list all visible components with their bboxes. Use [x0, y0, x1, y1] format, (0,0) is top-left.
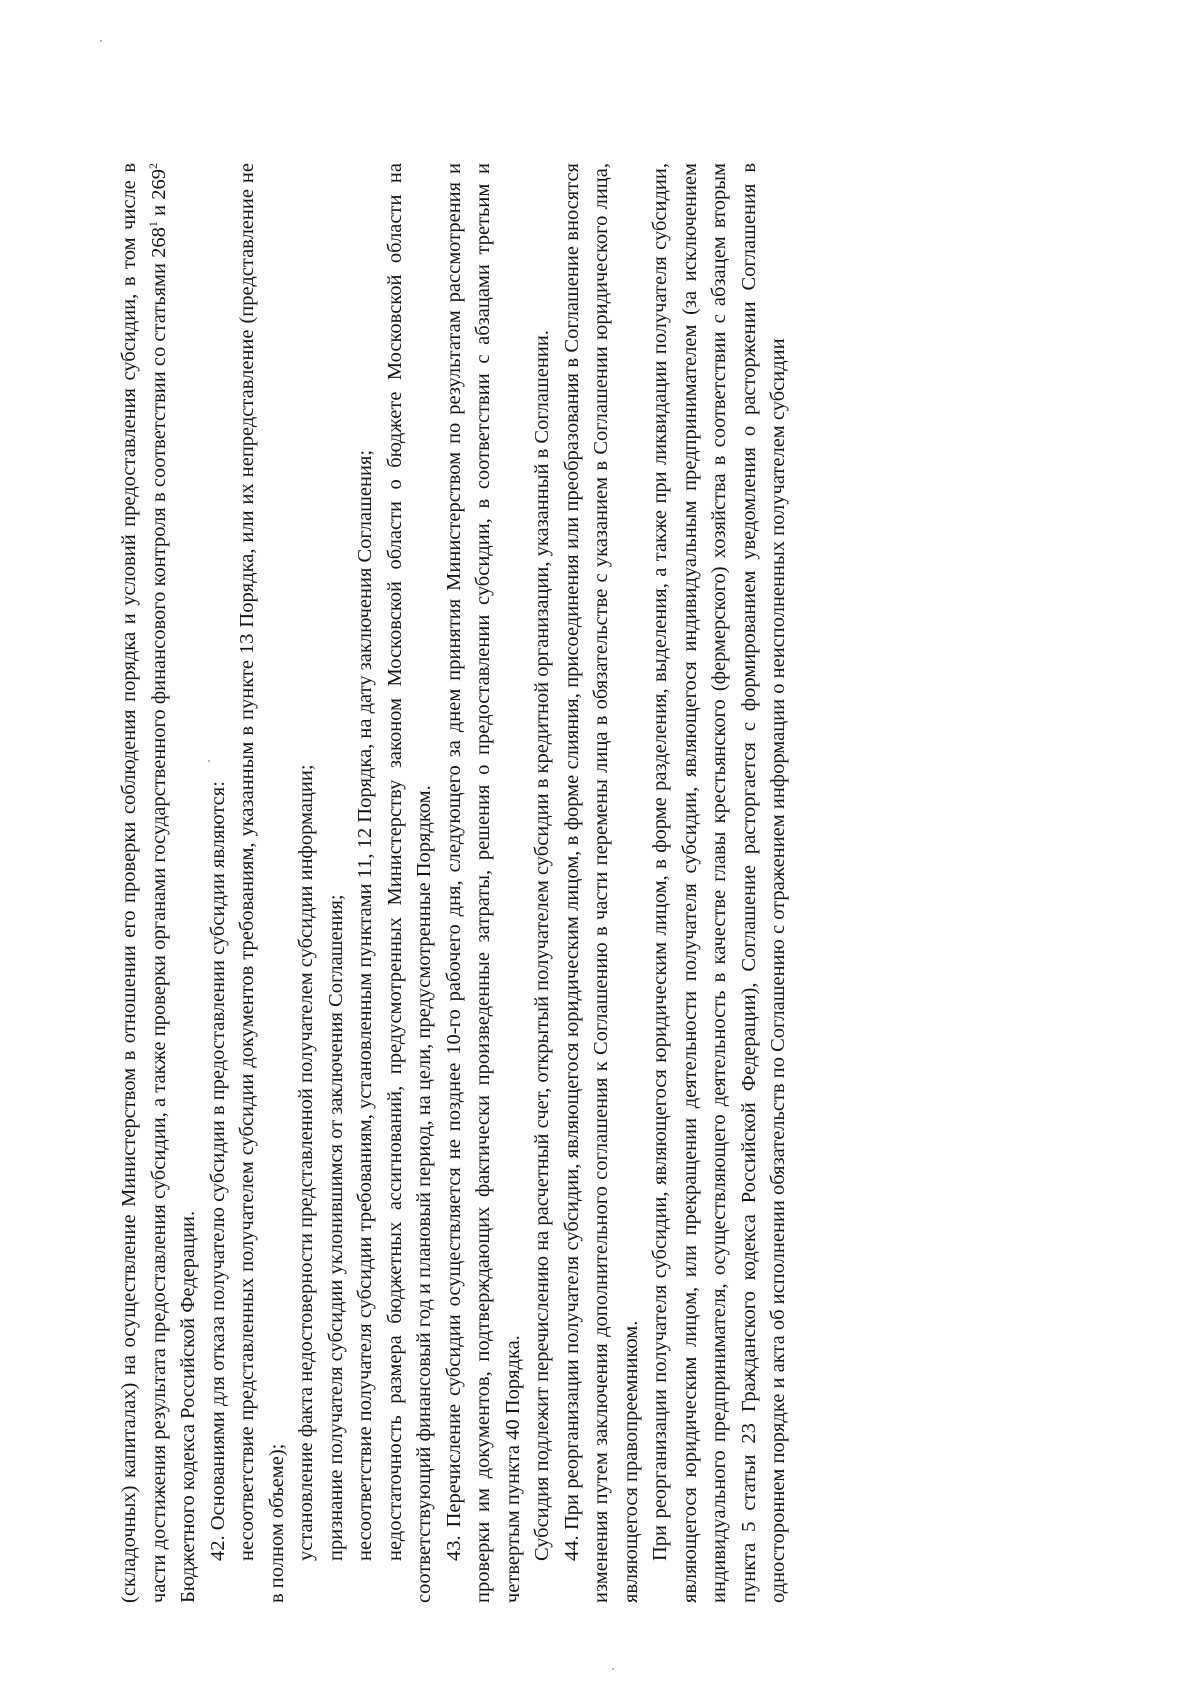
paragraph-ground-evasion: признание получателя субсидии уклонившимся от заключения Соглашения;	[324, 894, 347, 1561]
scan-speck	[612, 1668, 614, 1670]
paragraph-ground-documents: несоответствие представленных получателем субсидии документов требованиям, указанным в пункте 13 Порядка, или их непредставление (представление не в полном объеме);	[236, 163, 288, 1603]
superscript-index: 1	[145, 221, 160, 228]
superscript-index: 2	[145, 163, 160, 169]
paragraph-article-42: 42. Основаниями для отказа получателю субсидии в предоставлении субсидии являются:	[206, 781, 229, 1561]
paragraph-article-43: 43. Перечисление субсидии осуществляется не позднее 10-го рабочего дня, следующего за днем принятия Министерством по результатам рассмотрения и проверки им документов, подтверждающих фактически произведенные затраты, решения о предоставлении субсидии, в соответствии с абзацами третьим и четвертым пункта 40 Порядка.	[442, 163, 524, 1603]
paragraph-continuation: (складочных) капиталах) на осуществление Министерством в отношении его проверки соблюдения порядка и условий предоставления субсидии, в том числе в части достижения результата предоставления субсидии, а также проверки органами государственного финансового контроля в соответствии со статьями $268^1$ и $269^2$ Бюджетного кодекса Российской Федерации.	[118, 163, 199, 1603]
paragraph-ground-unreliable-info: установление факта недостоверности представленной получателем субсидии информации;	[295, 764, 317, 1561]
document-body	[115, 163, 794, 1603]
scan-speck	[100, 40, 102, 42]
paragraph-ground-requirements: несоответствие получателя субсидии требованиям, установленным пунктами 11, 12 Порядка, на дату заключения Соглашения;	[354, 449, 376, 1561]
paragraph-article-44: 44. При реорганизации получателя субсидии, являющегося юридическим лицом, в форме слияния, присоединения или преобразования в Соглашение вносятся изменения путем заключения дополнительного соглашения к Соглашению в части перемены лица в обязательстве с указанием в Соглашении юридического лица, являющегося правопреемником.	[560, 163, 642, 1603]
paragraph-subsidy-transfer: Субсидия подлежит перечислению на расчетный счет, открытый получателем субсидии в кредитной организации, указанный в Соглашении.	[531, 330, 553, 1561]
paragraph-ground-insufficient-budget: недостаточность размера бюджетных ассигнований, предусмотренных Министерству законом Московской области о бюджете Московской области на соответствующий финансовый год и плановый период, на цели, предусмотренные Порядком.	[383, 163, 435, 1603]
scan-speck	[208, 760, 210, 762]
paragraph-reorganization: При реорганизации получателя субсидии, являющегося юридическим лицом, в форме разделения, выделения, а также при ликвидации получателя субсидии, являющегося юридическим лицом, или прекращении деятельности получателя субсидии, являющегося индивидуальным предпринимателем (за исключением индивидуального предпринимателя, осуществляющего деятельность в качестве главы крестьянского (фермерского) хозяйства в соответствии с абзацем вторым пункта 5 статьи 23 Гражданского кодекса Российской Федерации), Соглашение расторгается с формированием уведомления о расторжении Соглашения в одностороннем порядке и акта об исполнении обязательств по Соглашению с отражением информации о неисполненных получателем субсидии	[649, 163, 789, 1603]
